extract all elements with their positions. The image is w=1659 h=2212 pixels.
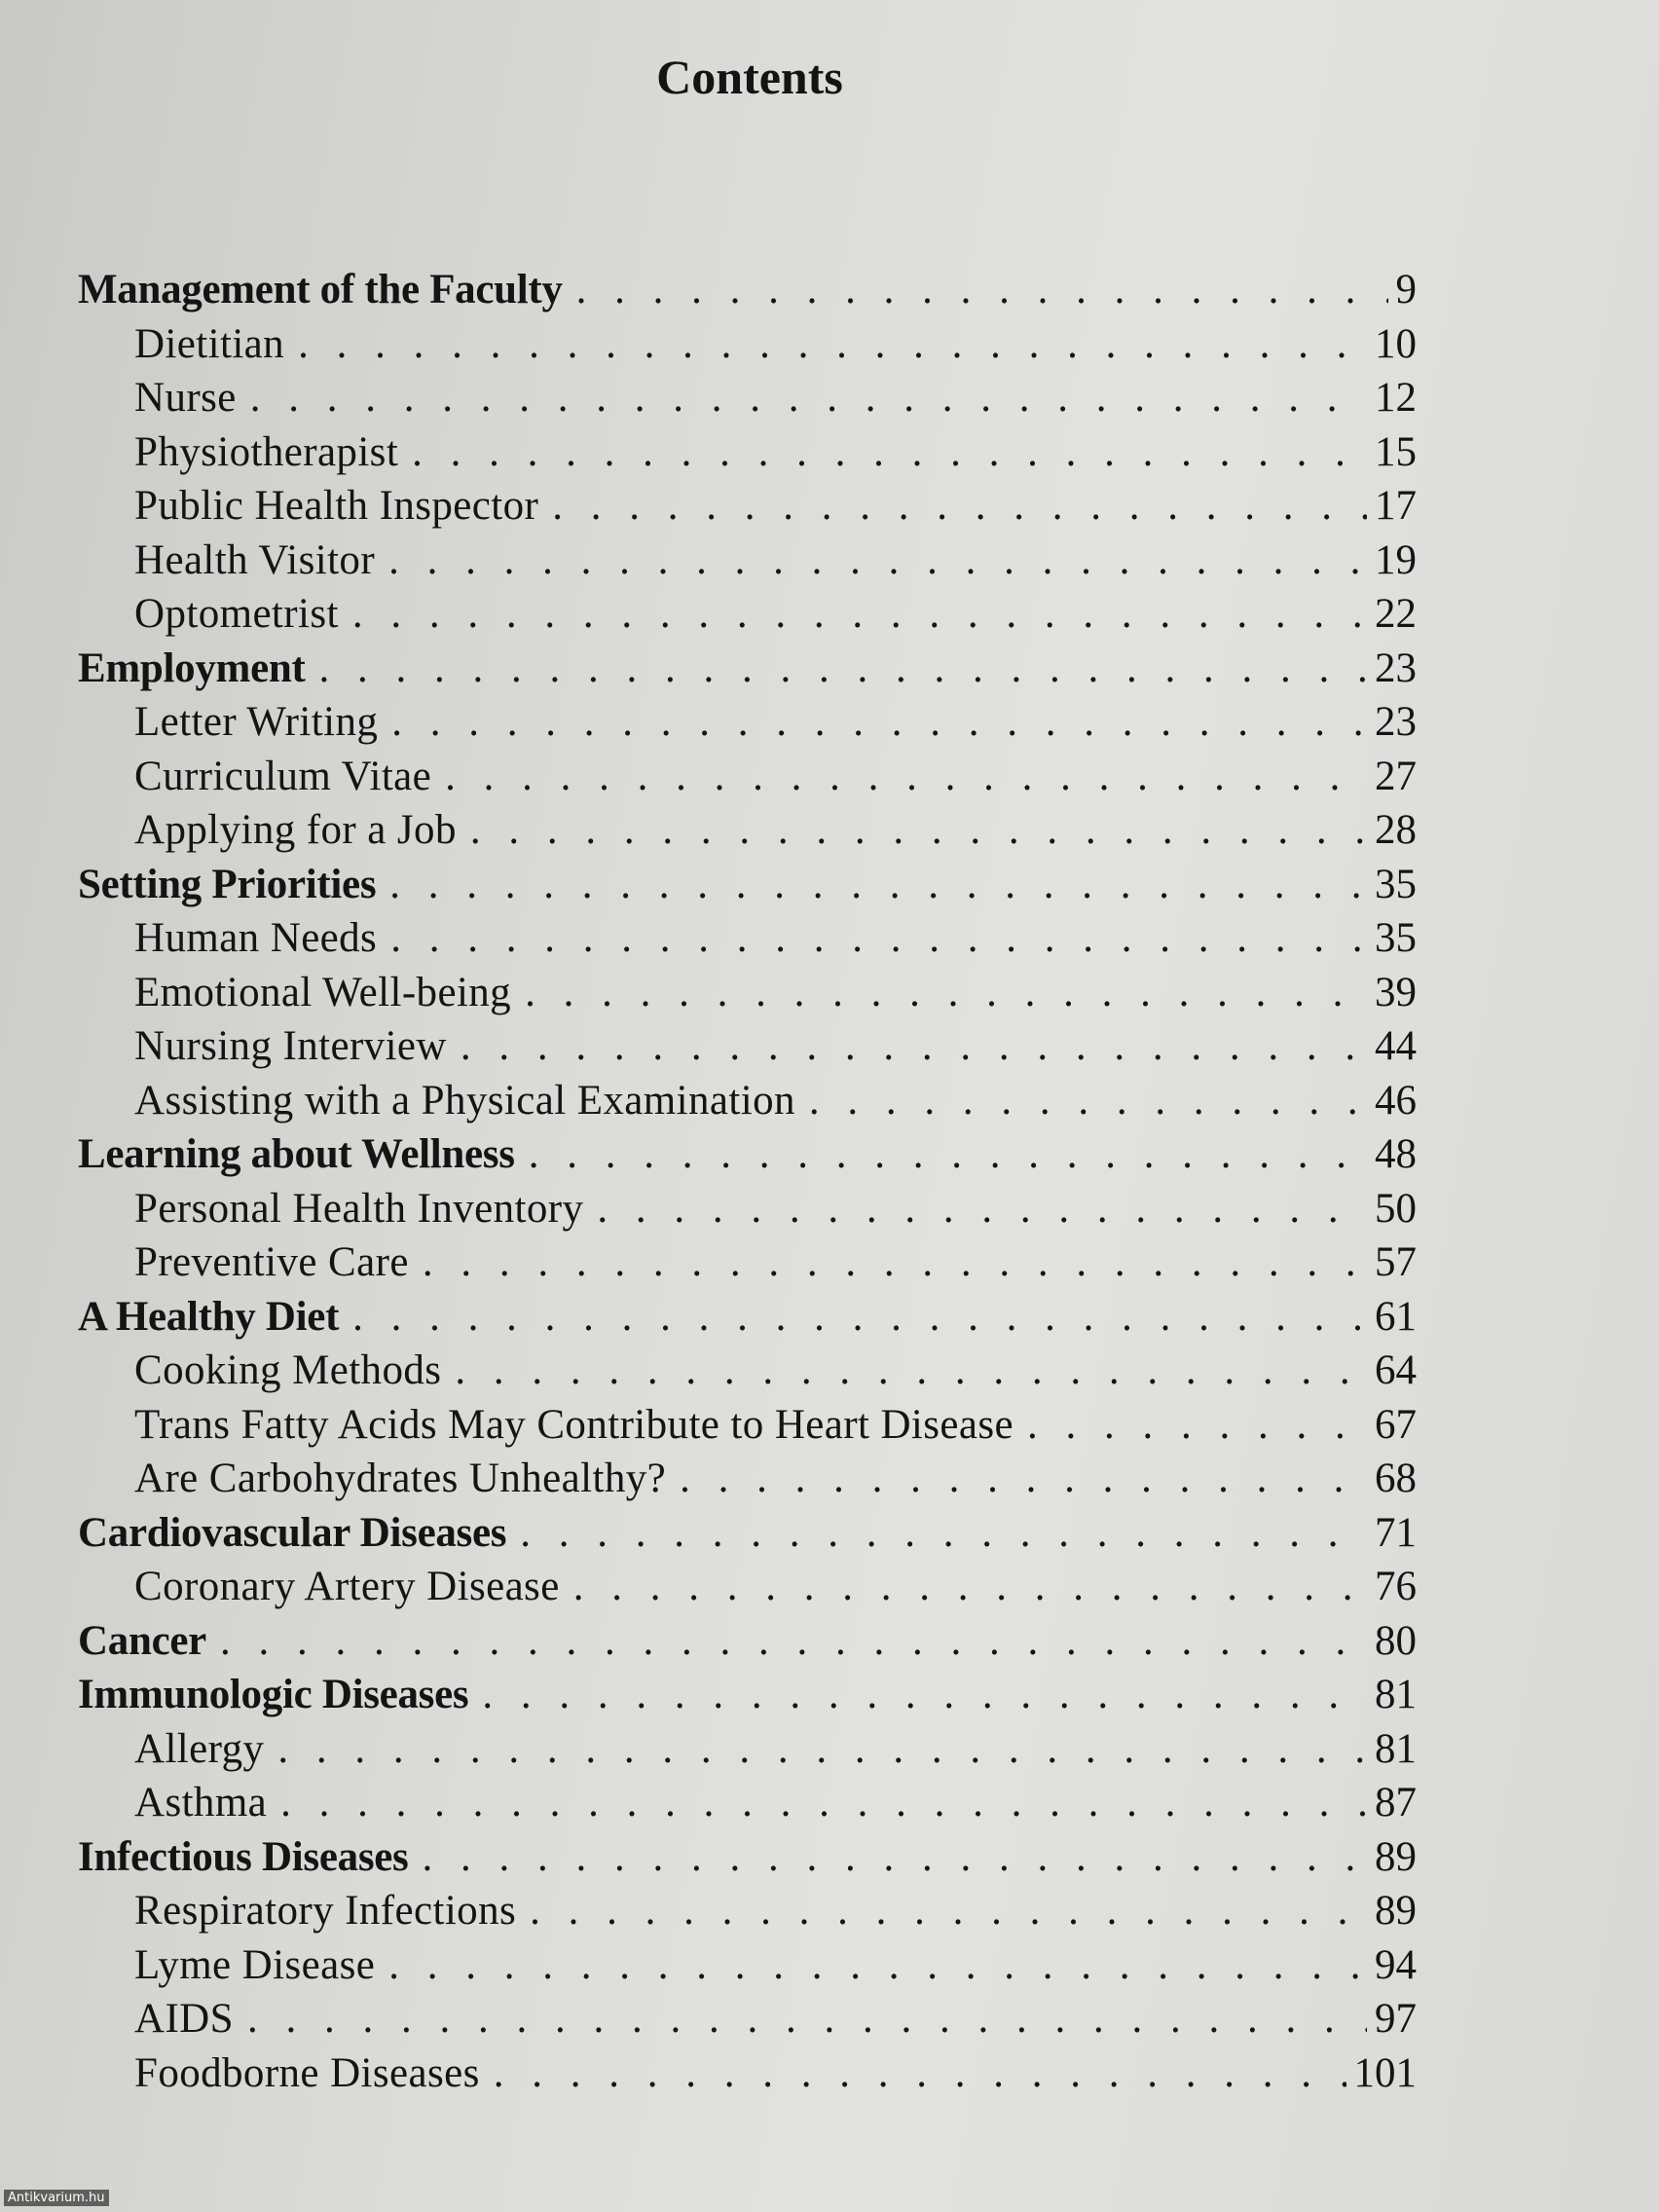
toc-section-row[interactable] xyxy=(78,587,1417,642)
toc-section-row[interactable] xyxy=(78,1560,1417,1614)
page-number: 50 xyxy=(1375,1185,1417,1232)
page-number: 46 xyxy=(1375,1077,1417,1124)
toc-section-row[interactable] xyxy=(78,1452,1417,1506)
section-title: Personal Health Inventory xyxy=(134,1185,584,1232)
toc-section-row[interactable] xyxy=(78,803,1417,858)
section-title: Public Health Inspector xyxy=(134,483,539,529)
page-number: 64 xyxy=(1375,1347,1417,1393)
page-number: 76 xyxy=(1375,1564,1417,1609)
toc-section-row[interactable] xyxy=(78,1722,1417,1777)
toc-section-row[interactable] xyxy=(78,1074,1417,1128)
dot-leader xyxy=(1027,1398,1367,1453)
section-title: Are Carbohydrates Unhealthy? xyxy=(134,1456,667,1501)
toc-chapter-row[interactable] xyxy=(78,1127,1417,1182)
toc-chapter-row[interactable] xyxy=(78,858,1417,912)
dot-leader xyxy=(525,966,1367,1020)
page-number: 23 xyxy=(1375,699,1417,745)
chapter-title: Infectious Diseases xyxy=(78,1833,409,1880)
dot-leader xyxy=(573,1560,1367,1614)
dot-leader xyxy=(530,1884,1367,1938)
page-number: 39 xyxy=(1375,969,1417,1015)
section-title: Letter Writing xyxy=(134,699,379,745)
dot-leader xyxy=(298,317,1367,372)
section-title: Asthma xyxy=(134,1780,268,1825)
section-title: Applying for a Job xyxy=(134,807,457,853)
chapter-title: Cancer xyxy=(78,1617,206,1664)
page-number: 22 xyxy=(1375,591,1417,637)
page-number: 10 xyxy=(1375,320,1417,367)
chapter-title: Employment xyxy=(78,645,306,691)
dot-leader xyxy=(482,1668,1367,1722)
section-title: AIDS xyxy=(134,1996,234,2042)
toc-section-row[interactable] xyxy=(78,1344,1417,1398)
chapter-title: Immunologic Diseases xyxy=(78,1672,469,1717)
page-number: 35 xyxy=(1375,915,1417,961)
toc-section-row[interactable] xyxy=(78,1776,1417,1830)
toc-section-row[interactable] xyxy=(78,479,1417,534)
toc-chapter-row[interactable] xyxy=(78,1830,1417,1885)
toc-chapter-row[interactable] xyxy=(78,1614,1417,1669)
dot-leader xyxy=(552,479,1367,534)
chapter-title: Cardiovascular Diseases xyxy=(78,1509,507,1556)
toc-section-row[interactable] xyxy=(78,750,1417,804)
toc-chapter-row[interactable] xyxy=(78,642,1417,696)
page-number: 87 xyxy=(1375,1780,1417,1825)
toc-section-row[interactable] xyxy=(78,317,1417,372)
page-number: 94 xyxy=(1375,1941,1417,1988)
section-title: Allergy xyxy=(134,1725,265,1772)
dot-leader xyxy=(277,1722,1367,1777)
toc-section-row[interactable] xyxy=(78,911,1417,966)
toc-section-row[interactable] xyxy=(78,534,1417,588)
page-number: 12 xyxy=(1375,375,1417,421)
toc-section-row[interactable] xyxy=(78,425,1417,480)
page-number: 35 xyxy=(1375,861,1417,907)
toc-section-row[interactable] xyxy=(78,1398,1417,1453)
section-title: Emotional Well-being xyxy=(134,969,512,1015)
dot-leader xyxy=(388,534,1367,588)
section-title: Human Needs xyxy=(134,915,378,961)
dot-leader xyxy=(494,2046,1346,2101)
chapter-title: Learning about Wellness xyxy=(78,1131,515,1177)
section-title: Optometrist xyxy=(134,591,339,637)
page-number: 89 xyxy=(1375,1888,1417,1934)
page-number: 27 xyxy=(1375,753,1417,799)
page-number: 28 xyxy=(1375,807,1417,853)
chapter-title: Management of the Faculty xyxy=(78,267,563,313)
section-title: Physiotherapist xyxy=(134,428,399,475)
toc-section-row[interactable] xyxy=(78,2046,1417,2101)
page-number: 44 xyxy=(1375,1023,1417,1069)
page-number: 81 xyxy=(1375,1672,1417,1717)
dot-leader xyxy=(352,1290,1367,1345)
section-title: Coronary Artery Disease xyxy=(134,1564,560,1609)
toc-section-row[interactable] xyxy=(78,1235,1417,1290)
dot-leader xyxy=(280,1776,1367,1830)
section-title: Preventive Care xyxy=(134,1239,409,1285)
watermark: Antikvarium.hu xyxy=(4,2190,109,2206)
page-number: 67 xyxy=(1375,1401,1417,1448)
toc-chapter-row[interactable] xyxy=(78,1506,1417,1561)
toc-section-row[interactable] xyxy=(78,695,1417,750)
dot-leader xyxy=(412,425,1367,480)
section-title: Lyme Disease xyxy=(134,1941,376,1988)
page-number: 61 xyxy=(1375,1293,1417,1340)
toc-section-row[interactable] xyxy=(78,1992,1417,2046)
dot-leader xyxy=(423,1235,1367,1290)
dot-leader xyxy=(319,642,1367,696)
dot-leader xyxy=(247,1992,1367,2046)
page-number: 23 xyxy=(1375,645,1417,691)
section-title: Respiratory Infections xyxy=(134,1888,517,1934)
toc-section-row[interactable] xyxy=(78,1884,1417,1938)
dot-leader xyxy=(597,1182,1367,1236)
table-of-contents xyxy=(78,263,1417,2100)
dot-leader xyxy=(680,1452,1367,1506)
section-title: Cooking Methods xyxy=(134,1347,442,1393)
section-title: Assisting with a Physical Examination xyxy=(134,1077,795,1124)
dot-leader xyxy=(391,695,1367,750)
dot-leader xyxy=(529,1127,1367,1182)
dot-leader xyxy=(445,750,1367,804)
toc-chapter-row[interactable] xyxy=(78,263,1417,317)
dot-leader xyxy=(470,803,1367,858)
page-title: Contents xyxy=(656,50,843,104)
dot-leader xyxy=(576,263,1388,317)
page-number: 81 xyxy=(1375,1725,1417,1772)
toc-chapter-row[interactable] xyxy=(78,1668,1417,1722)
page-number: 9 xyxy=(1395,267,1417,313)
section-title: Dietitian xyxy=(134,320,285,367)
page-number: 68 xyxy=(1375,1456,1417,1501)
toc-section-row[interactable] xyxy=(78,1019,1417,1074)
dot-leader xyxy=(422,1830,1367,1885)
section-title: Curriculum Vitae xyxy=(134,753,432,799)
dot-leader xyxy=(809,1074,1367,1128)
page-number: 80 xyxy=(1375,1617,1417,1664)
chapter-title: A Healthy Diet xyxy=(78,1293,340,1340)
page-number: 97 xyxy=(1375,1996,1417,2042)
dot-leader xyxy=(520,1506,1367,1561)
toc-section-row[interactable] xyxy=(78,966,1417,1020)
dot-leader xyxy=(461,1019,1367,1074)
chapter-title: Setting Priorities xyxy=(78,861,377,907)
toc-section-row[interactable] xyxy=(78,1182,1417,1236)
toc-section-row[interactable] xyxy=(78,1938,1417,1993)
dot-leader xyxy=(352,587,1367,642)
page-number: 17 xyxy=(1375,483,1417,529)
page-number: 71 xyxy=(1375,1509,1417,1556)
dot-leader xyxy=(388,1938,1367,1993)
dot-leader xyxy=(455,1344,1367,1398)
page-number: 15 xyxy=(1375,428,1417,475)
section-title: Foodborne Diseases xyxy=(134,2049,480,2096)
section-title: Nurse xyxy=(134,375,237,421)
page-number: 89 xyxy=(1375,1833,1417,1880)
page-number: 19 xyxy=(1375,536,1417,583)
toc-chapter-row[interactable] xyxy=(78,1290,1417,1345)
toc-section-row[interactable] xyxy=(78,371,1417,425)
page-number: 48 xyxy=(1375,1131,1417,1177)
dot-leader xyxy=(390,911,1367,966)
page-number: 101 xyxy=(1353,2049,1417,2096)
page-number: 57 xyxy=(1375,1239,1417,1285)
section-title: Trans Fatty Acids May Contribute to Heart Disease xyxy=(134,1401,1014,1448)
section-title: Health Visitor xyxy=(134,536,376,583)
dot-leader xyxy=(220,1614,1367,1669)
section-title: Nursing Interview xyxy=(134,1023,447,1069)
dot-leader xyxy=(389,858,1367,912)
dot-leader xyxy=(250,371,1367,425)
